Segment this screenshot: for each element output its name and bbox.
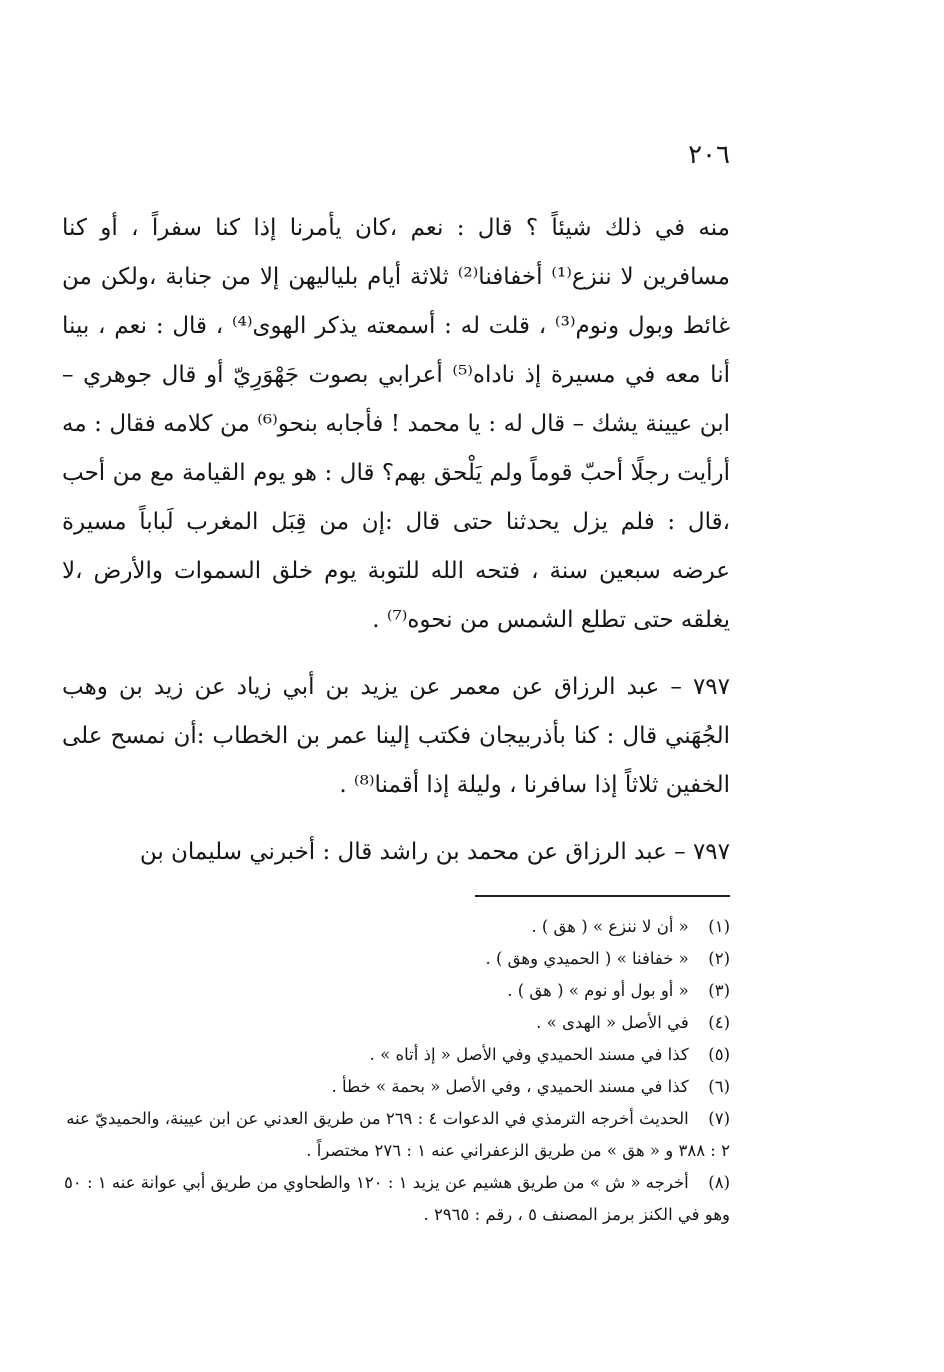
paragraph-hadith-797-b: ٧٩٧ – عبد الرزاق عن محمد بن راشد قال : أخبرني سليمان بن <box>139 839 730 865</box>
main-text <box>62 204 730 877</box>
footnote-number: (٨) <box>708 1173 730 1192</box>
book-page <box>62 140 730 1231</box>
footnote-3 <box>62 975 730 1007</box>
footnote-text: في الأصل « الهدى » . <box>536 1013 689 1032</box>
footnote-number: (٢) <box>708 949 730 968</box>
footnote-5 <box>62 1039 730 1071</box>
footnotes <box>62 911 730 1231</box>
footnote-4 <box>62 1007 730 1039</box>
footnote-7 <box>62 1103 730 1167</box>
footnote-text: كذا في مسند الحميدي ، وفي الأصل « بحمة » خطأ . <box>331 1077 689 1096</box>
footnote-divider <box>475 895 730 897</box>
footnote-number: (٦) <box>708 1077 730 1096</box>
page-number: ٢٠٦ <box>688 140 730 170</box>
footnote-text: أخرجه « ش » من طريق هشيم عن يزيد ١ : ١٢٠ والطحاوي من طريق أبي عوانة عنه ١ : ٥٠ وهو في الكنز برمز المصنف ٥ ، رقم : ٢٩٦٥ . <box>63 1173 730 1224</box>
footnote-6 <box>62 1071 730 1103</box>
footnote-number: (١) <box>708 917 730 936</box>
paragraph-hadith-797-a: ٧٩٧ – عبد الرزاق عن معمر عن يزيد بن أبي زياد عن زيد بن وهب الجُهَني قال : كنا بأذربيجان فكتب إلينا عمر بن الخطاب :أن نمسح على الخفين ثلاثاً إذا سافرنا ، وليلة إذا أقمنا⁽⁸⁾ . <box>62 674 730 798</box>
footnote-text: « أن لا ننزع » ( هق ) . <box>531 917 689 936</box>
footnote-text: الحديث أخرجه الترمذي في الدعوات ٤ : ٢٦٩ من طريق العدني عن ابن عيينة، والحميديّ عنه ٢ : ٣٨٨ و « هق » من طريق الزعفراني عنه ١ : ٢٧٦ مختصراً . <box>66 1109 730 1160</box>
footnote-number: (٧) <box>708 1109 730 1128</box>
footnote-text: « أو بول أو نوم » ( هق ) . <box>507 981 689 1000</box>
paragraph-continuation: منه في ذلك شيئاً ؟ قال : نعم ،كان يأمرنا إذا كنا سفراً ، أو كنا مسافرين لا ننزع⁽¹⁾ أخفافنا⁽²⁾ ثلاثة أيام بلياليهن إلا من جنابة ،ولكن من غائط وبول ونوم⁽³⁾ ، قلت له : أسمعته يذكر الهوى⁽⁴⁾ ، قال : نعم ، بينا أنا معه في مسيرة إذ ناداه⁽⁵⁾ أعرابي بصوت جَهْوَرِيّ أو قال جوهري – ابن عيينة يشك – قال له : يا محمد ! فأجابه بنحو⁽⁶⁾ من كلامه فقال : مه أرأيت رجلًا أحبّ قوماً ولم يَلْحق بهم؟ قال : هو يوم القيامة مع من أحب ،قال : فلم يزل يحدثنا حتى قال :إن من قِبَل المغرب لَباباً مسيرة عرضه سبعين سنة ، فتحه الله للتوبة يوم خلق السموات والأرض ،لا يغلقه حتى تطلع الشمس من نحوه⁽⁷⁾ . <box>62 215 730 633</box>
footnote-number: (٤) <box>708 1013 730 1032</box>
footnote-text: « خفافنا » ( الحميدي وهق ) . <box>485 949 689 968</box>
footnote-text: كذا في مسند الحميدي وفي الأصل « إذ أتاه » . <box>369 1045 689 1064</box>
footnote-1 <box>62 911 730 943</box>
footnote-number: (٥) <box>708 1045 730 1064</box>
footnote-2 <box>62 943 730 975</box>
footnote-8 <box>62 1167 730 1231</box>
footnote-number: (٣) <box>708 981 730 1000</box>
